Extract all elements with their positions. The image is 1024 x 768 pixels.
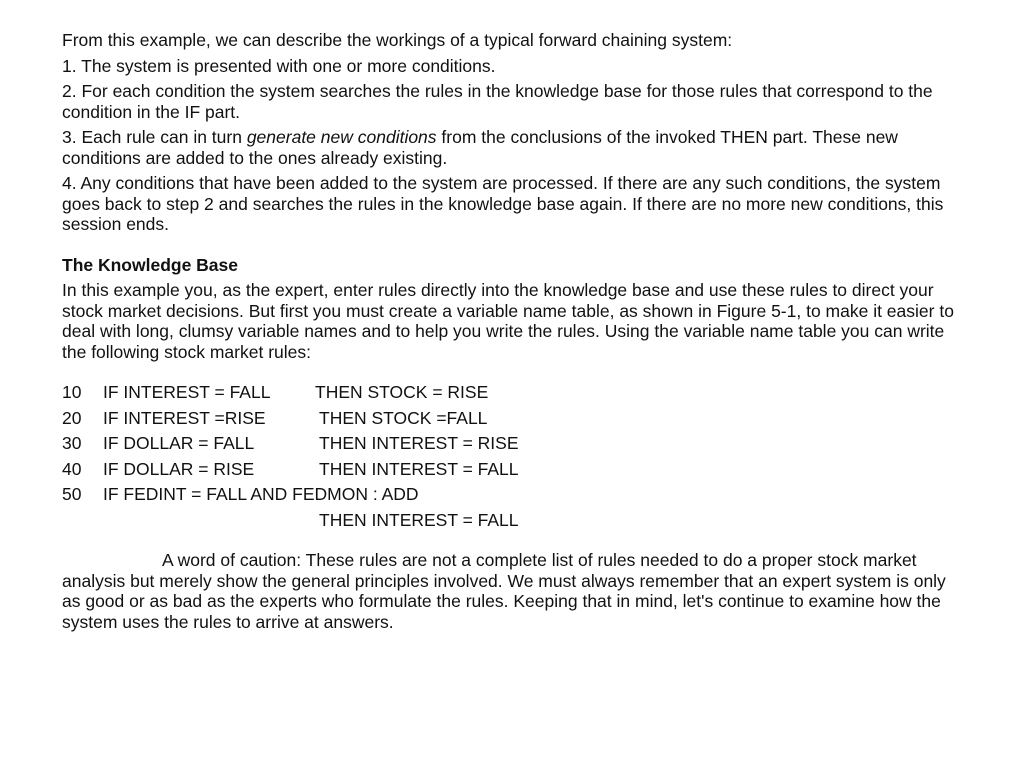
rule-condition: IF INTEREST = FALL [103,382,271,402]
rule-row [62,408,967,429]
rule-row [62,382,967,403]
knowledge-base-heading: The Knowledge Base [62,254,239,275]
rule-consequence: THEN STOCK = RISE [315,382,489,402]
step-3-lead: 3. Each rule can in turn [62,127,247,147]
rule-number: 10 [62,382,82,402]
rule-number: 50 [62,484,82,504]
intro-text: From this example, we can describe the workings of a typical forward chaining system: [62,30,733,50]
step-3-rest: from the conclusions of the invoked THEN part. These new conditions are added to the ones already existing. [62,127,898,168]
rule-condition: IF FEDINT = FALL AND FEDMON : ADD [103,484,419,504]
step-1: 1. The system is presented with one or more conditions. [62,55,496,76]
step-3 [62,127,967,168]
step-2: 2. For each condition the system searches the rules in the knowledge base for those rules that correspond to the condition in the IF part. [62,81,933,122]
rule-consequence: THEN STOCK =FALL [319,407,488,428]
rule-consequence: THEN INTEREST = FALL [319,509,519,530]
step-3-emphasis: generate new conditions [246,127,437,147]
rule-condition: IF INTEREST =RISE [103,407,266,428]
rule-row [62,484,967,505]
rule-row-continuation [62,510,967,531]
slide-content [62,30,967,637]
rule-condition: IF DOLLAR = RISE [103,458,255,479]
rule-consequence: THEN INTEREST = RISE [319,433,519,453]
rule-number: 20 [62,407,82,428]
caution-paragraph: A word of caution: These rules are not a complete list of rules needed to do a proper stock market analysis but merely show the general principles involved. We must always remember that an expert system is only as good or as bad as the experts who formulate the rules. Keeping that in mind, let's continue to examine how the system uses the rules to arrive at answers. [62,550,946,632]
rule-consequence: THEN INTEREST = FALL [319,458,519,479]
rule-condition: IF DOLLAR = FALL [103,433,255,453]
rule-number: 40 [62,458,82,479]
step-4: 4. Any conditions that have been added to the system are processed. If there are any such conditions, the system goes back to step 2 and searches the rules in the knowledge base again. If there are no more new conditions, this session ends. [62,173,944,234]
knowledge-base-paragraph: In this example you, as the expert, enter rules directly into the knowledge base and use these rules to direct your stock market decisions. But first you must create a variable name table, as shown in Figure 5-1, to make it easier to deal with long, clumsy variable names and to help you write the rules. Using the variable name table you can write the following stock market rules: [62,280,954,362]
rule-number: 30 [62,433,82,453]
rules-list [62,382,967,530]
rule-row [62,459,967,480]
rule-row [62,433,967,454]
